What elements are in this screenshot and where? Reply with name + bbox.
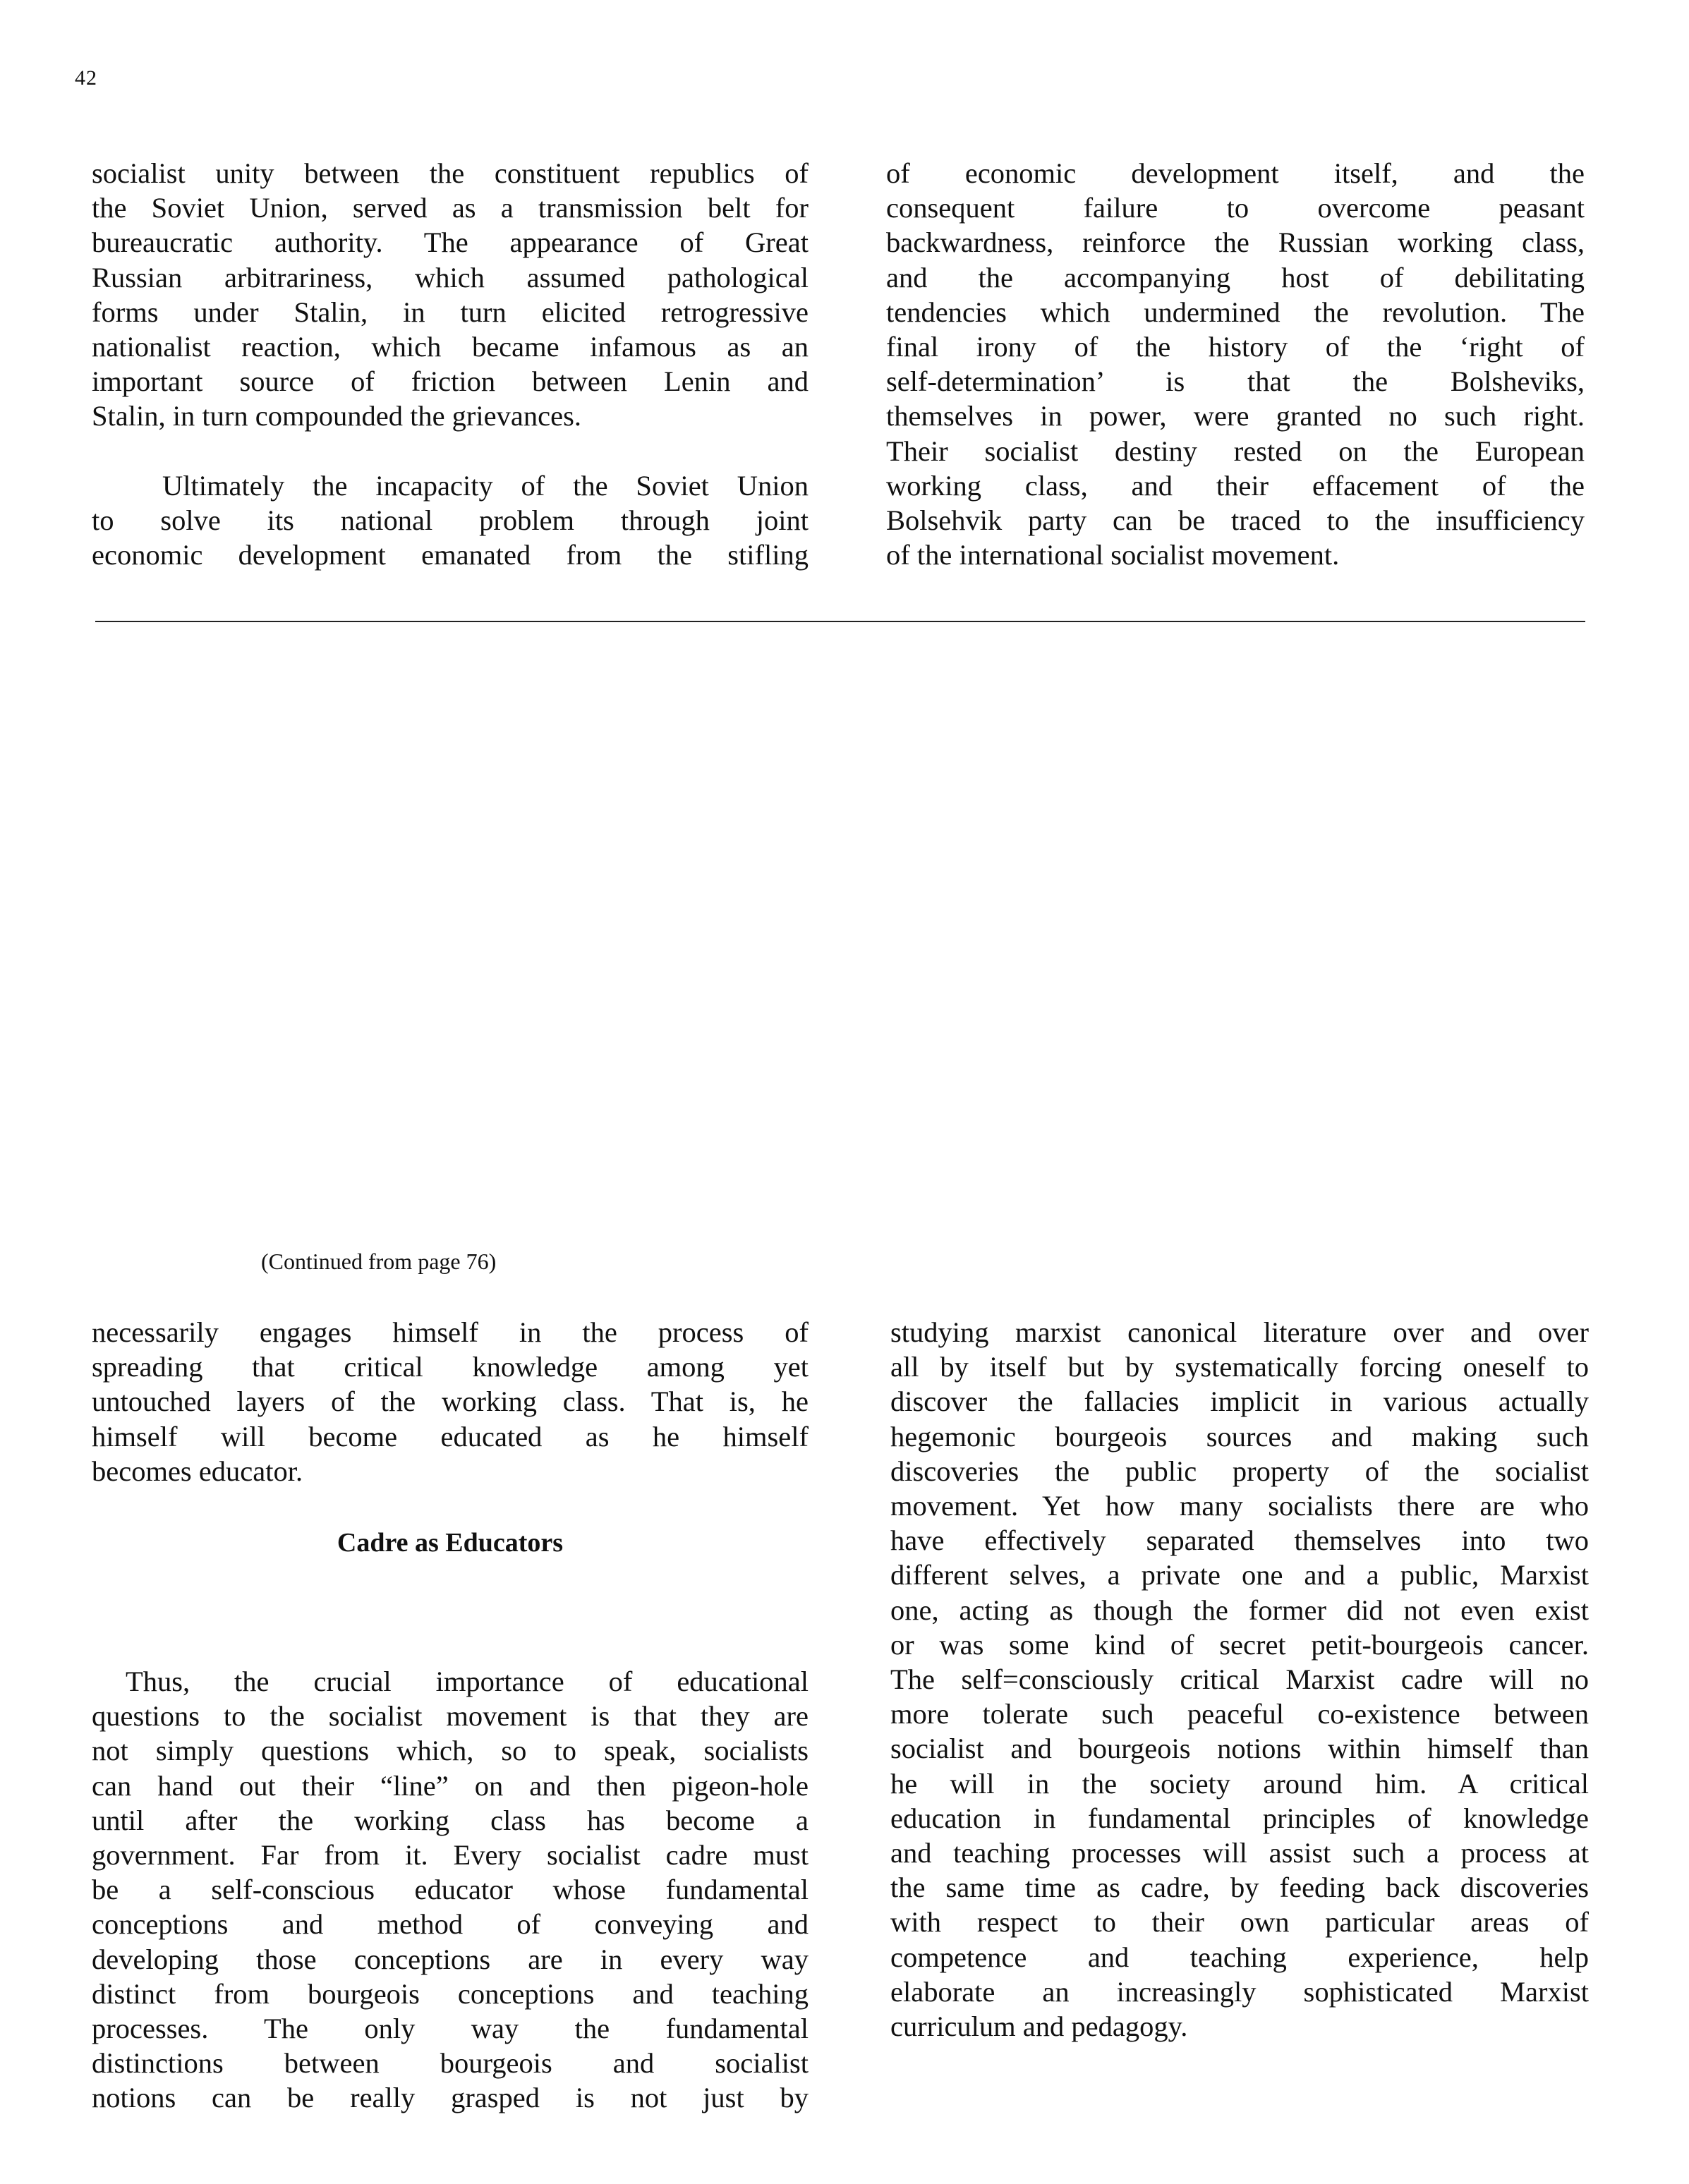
text-line: bureaucratic authority. The appearance of Great — [92, 226, 809, 259]
text-line: socialist unity between the constituent republics of — [92, 157, 809, 189]
text-line: consequent failure to overcome peasant — [886, 192, 1585, 224]
text-line: distinct from bourgeois conceptions and teaching — [92, 1977, 809, 2010]
text-line: more tolerate such peaceful co-existence between — [890, 1698, 1589, 1730]
text-line: nationalist reaction, which became infamous as an — [92, 331, 809, 363]
heading-gap — [92, 1488, 809, 1664]
paragraph-gap — [92, 434, 809, 468]
text-line: to solve its national problem through joint — [92, 504, 809, 536]
text-line: one, acting as though the former did not even exist — [890, 1594, 1589, 1626]
continued-note: (Continued from page 76) — [261, 1249, 497, 1274]
text-line: conceptions and method of conveying and — [92, 1908, 809, 1941]
page-number: 42 — [75, 66, 97, 90]
text-line: competence and teaching experience, help — [890, 1941, 1589, 1973]
text-line: The self=consciously critical Marxist cadre will no — [890, 1663, 1589, 1696]
text-line: of economic development itself, and the — [886, 157, 1585, 189]
text-line: with respect to their own particular areas of — [890, 1906, 1589, 1939]
text-line: backwardness, reinforce the Russian working class, — [886, 226, 1585, 259]
text-line: discoveries the public property of the socialist — [890, 1455, 1589, 1487]
top-left-column — [92, 156, 809, 572]
paragraph — [92, 156, 809, 434]
text-line: have effectively separated themselves into two — [890, 1524, 1589, 1557]
bottom-right-column — [890, 1315, 1589, 2044]
section-heading: Cadre as Educators — [337, 1528, 564, 1558]
text-line: all by itself but by systematically forcing oneself to — [890, 1351, 1589, 1383]
paragraph — [886, 156, 1585, 572]
text-line: spreading that critical knowledge among yet — [92, 1351, 809, 1383]
text-line: Russian arbitrariness, which assumed pathological — [92, 261, 809, 293]
text-line: Stalin, in turn compounded the grievances. — [92, 400, 581, 432]
text-line: developing those conceptions are in every way — [92, 1943, 809, 1975]
text-line: necessarily engages himself in the process of — [92, 1316, 809, 1348]
text-line: and teaching processes will assist such a process at — [890, 1837, 1589, 1869]
text-line: education in fundamental principles of knowledge — [890, 1802, 1589, 1834]
text-line: hegemonic bourgeois sources and making such — [890, 1420, 1589, 1452]
paragraph — [92, 468, 809, 573]
text-line: of the international socialist movement. — [886, 539, 1340, 571]
text-line: forms under Stalin, in turn elicited retrogressive — [92, 296, 809, 328]
text-line: studying marxist canonical literature over and over — [890, 1316, 1589, 1348]
text-line: Bolsehvik party can be traced to the insufficiency — [886, 504, 1585, 537]
text-line: until after the working class has become a — [92, 1804, 809, 1836]
text-line: elaborate an increasingly sophisticated Marxist — [890, 1975, 1589, 2008]
text-line: questions to the socialist movement is that they are — [92, 1700, 809, 1733]
text-line: not simply questions which, so to speak, socialists — [92, 1735, 809, 1767]
text-line: can hand out their “line” on and then pigeon-hole — [92, 1769, 809, 1802]
text-line: he will in the society around him. A critical — [890, 1767, 1589, 1800]
text-line: Ultimately the incapacity of the Soviet Union — [162, 469, 809, 502]
text-line: notions can be really grasped is not just by — [92, 2082, 809, 2114]
text-line: self-determination’ is that the Bolsheviks, — [886, 365, 1585, 398]
text-line: themselves in power, were granted no such right. — [886, 400, 1585, 432]
paragraph — [890, 1315, 1589, 2044]
text-line: working class, and their effacement of the — [886, 469, 1585, 502]
text-line: important source of friction between Lenin and — [92, 365, 809, 398]
text-line: processes. The only way the fundamental — [92, 2013, 809, 2045]
text-line: Thus, the crucial importance of educational — [126, 1666, 809, 1698]
text-line: curriculum and pedagogy. — [890, 2010, 1188, 2043]
text-line: or was some kind of secret petit-bourgeois cancer. — [890, 1628, 1589, 1661]
text-line: the Soviet Union, served as a transmission belt for — [92, 192, 809, 224]
top-right-column — [886, 156, 1585, 572]
text-line: Their socialist destiny rested on the European — [886, 435, 1585, 467]
text-line: tendencies which undermined the revolution. The — [886, 296, 1585, 328]
text-line: different selves, a private one and a public, Marxist — [890, 1559, 1589, 1591]
paragraph — [92, 1315, 809, 1488]
text-line: himself will become educated as he himself — [92, 1420, 809, 1452]
text-line: economic development emanated from the stifling — [92, 539, 809, 571]
text-line: untouched layers of the working class. That is, he — [92, 1385, 809, 1418]
text-line: and the accompanying host of debilitating — [886, 261, 1585, 293]
text-line: be a self-conscious educator whose fundamental — [92, 1874, 809, 1906]
text-line: distinctions between bourgeois and socialist — [92, 2047, 809, 2080]
text-line: final irony of the history of the ‘right of — [886, 331, 1585, 363]
text-line: discover the fallacies implicit in various actually — [890, 1385, 1589, 1418]
section-divider — [95, 621, 1585, 622]
text-line: movement. Yet how many socialists there are who — [890, 1490, 1589, 1522]
text-line: the same time as cadre, by feeding back discoveries — [890, 1871, 1589, 1904]
text-line: becomes educator. — [92, 1455, 303, 1487]
text-line: socialist and bourgeois notions within himself than — [890, 1733, 1589, 1765]
paragraph — [92, 1664, 809, 2116]
bottom-left-column — [92, 1315, 809, 2116]
text-line: government. Far from it. Every socialist cadre must — [92, 1839, 809, 1871]
